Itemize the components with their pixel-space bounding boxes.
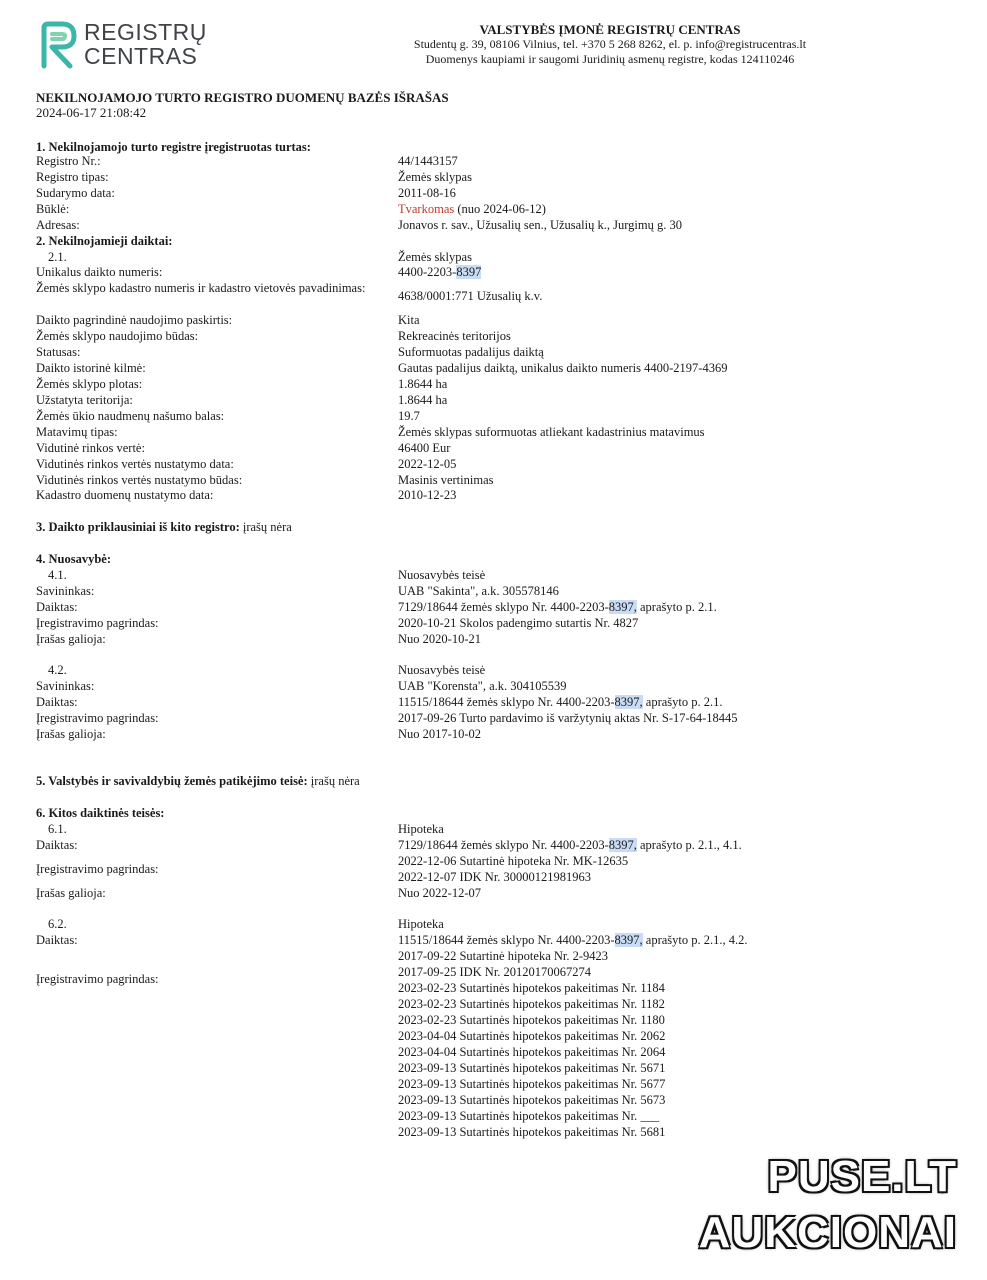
area-value: 1.8644 ha: [398, 377, 448, 391]
item-4-2-basis-label: Įregistravimo pagrindas:: [36, 711, 159, 725]
item-4-2-owner: UAB "Korensta", a.k. 304105539: [398, 679, 567, 693]
item-6-1-object-highlight: 8397,: [608, 838, 637, 852]
item-6-1-object-label: Daiktas:: [36, 838, 78, 852]
item-6-2-object-highlight: 8397,: [614, 933, 643, 947]
created-date-value: 2011-08-16: [398, 186, 456, 200]
fertility-label: Žemės ūkio naudmenų našumo balas:: [36, 409, 225, 423]
statusas-label: Statusas:: [36, 345, 81, 359]
document-date: 2024-06-17 21:08:42: [36, 105, 147, 120]
section-3-heading: [36, 520, 292, 535]
item-4-2-object-highlight: 8397,: [614, 695, 643, 709]
item-6-2-type: Hipoteka: [398, 917, 444, 931]
item-6-1-basis-line: 2022-12-07 IDK Nr. 30000121981963: [398, 870, 592, 884]
item-4-1-valid: Nuo 2020-10-21: [398, 632, 481, 646]
valuation-method-label: Vidutinės rinkos vertės nustatymo būdas:: [36, 473, 243, 487]
status-label: Būklė:: [36, 202, 70, 216]
cadastre-value: 4638/0001:771 Užusalių k.v.: [398, 289, 543, 303]
item-6-2-number: 6.2.: [48, 917, 67, 931]
status-since: (nuo 2024-06-12): [454, 202, 546, 216]
status-value: [398, 202, 546, 217]
item-6-2-basis-line: 2023-02-23 Sutartinės hipotekos pakeitimas Nr. 1184: [398, 981, 665, 995]
item-6-2-basis-line: 2023-04-04 Sutartinės hipotekos pakeitimas Nr. 2062: [398, 1029, 666, 1043]
valuation-method-value: Masinis vertinimas: [398, 473, 494, 487]
address-label: Adresas:: [36, 218, 80, 232]
watermark-line-1: PUSE.LT: [767, 1152, 957, 1201]
item-6-2-basis-line: 2017-09-22 Sutartinė hipoteka Nr. 2-9423: [398, 949, 609, 963]
section-2-heading: 2. Nekilnojamieji daiktai:: [36, 234, 173, 248]
item-4-1-type: Nuosavybės teisė: [398, 568, 486, 582]
item-6-2-object-prefix: 11515/18644 žemės sklypo Nr. 4400-2203-: [398, 933, 615, 947]
item-6-2-object-suffix: aprašyto p. 2.1., 4.2.: [642, 933, 748, 947]
item-6-2-basis-line: 2023-09-13 Sutartinės hipotekos pakeitimas Nr. 5671: [398, 1061, 666, 1075]
purpose-label: Daikto pagrindinė naudojimo paskirtis:: [36, 313, 233, 327]
unique-number-prefix: 4400-2203-: [398, 265, 457, 279]
item-4-1-basis-label: Įregistravimo pagrindas:: [36, 616, 159, 630]
header-title: VALSTYBĖS ĮMONĖ REGISTRŲ CENTRAS: [479, 22, 741, 37]
cadastre-label: Žemės sklypo kadastro numeris ir kadastro vietovės pavadinimas:: [36, 281, 366, 295]
usage-label: Žemės sklypo naudojimo būdas:: [36, 329, 199, 343]
section-5-value: įrašų nėra: [307, 774, 360, 788]
item-4-1-owner-label: Savininkas:: [36, 584, 95, 598]
section-6-heading: 6. Kitos daiktinės teisės:: [36, 806, 165, 820]
valuation-date-value: 2022-12-05: [398, 457, 457, 471]
section-3-value: įrašų nėra: [239, 520, 292, 534]
built-area-value: 1.8644 ha: [398, 393, 448, 407]
market-value-label: Vidutinė rinkos vertė:: [36, 441, 145, 455]
item-6-2-object-label: Daiktas:: [36, 933, 78, 947]
item-4-1-number: 4.1.: [48, 568, 67, 582]
item-6-1-basis-label: Įregistravimo pagrindas:: [36, 862, 159, 876]
item-6-1-object: [398, 838, 742, 853]
item-6-2-basis-label: Įregistravimo pagrindas:: [36, 972, 159, 986]
item-4-2-valid: Nuo 2017-10-02: [398, 727, 481, 741]
registry-no-label: Registro Nr.:: [36, 154, 101, 168]
item-4-2-basis: 2017-09-26 Turto pardavimo iš varžytynių aktas Nr. S-17-64-18445: [398, 711, 738, 725]
item-6-2-basis-line: 2023-09-13 Sutartinės hipotekos pakeitimas Nr. 5681: [398, 1125, 666, 1139]
item-6-1-type: Hipoteka: [398, 822, 444, 836]
document-title: NEKILNOJAMOJO TURTO REGISTRO DUOMENŲ BAZĖS IŠRAŠAS: [36, 90, 449, 105]
address-value: Jonavos r. sav., Užusalių sen., Užusalių k., Jurgimų g. 30: [398, 218, 683, 232]
registry-type-value: Žemės sklypas: [398, 170, 472, 184]
market-value-value: 46400 Eur: [398, 441, 451, 455]
header-contacts: Studentų g. 39, 08106 Vilnius, tel. +370 5 268 8262, el. p. info@registrucentras.lt: [413, 37, 807, 51]
item-4-2-object: [398, 695, 723, 710]
area-label: Žemės sklypo plotas:: [36, 377, 143, 391]
watermark-line-2: AUKCIONAI: [698, 1208, 957, 1257]
section-4-heading: 4. Nuosavybė:: [36, 552, 112, 566]
created-date-label: Sudarymo data:: [36, 186, 115, 200]
statusas-value: Suformuotas padalijus daiktą: [398, 345, 544, 359]
cadastre-date-value: 2010-12-23: [398, 488, 457, 502]
measurement-value: Žemės sklypas suformuotas atliekant kadastrinius matavimus: [398, 425, 705, 439]
item-4-1-valid-label: Įrašas galioja:: [36, 632, 106, 646]
registry-type-label: Registro tipas:: [36, 170, 109, 184]
item-4-1-object-label: Daiktas:: [36, 600, 78, 614]
unique-number-highlight: 8397: [456, 265, 482, 279]
origin-value: Gautas padalijus daiktą, unikalus daikto numeris 4400-2197-4369: [398, 361, 728, 375]
item-6-1-number: 6.1.: [48, 822, 67, 836]
item-4-2-object-suffix: aprašyto p. 2.1.: [642, 695, 723, 709]
registru-centras-logo: [38, 18, 207, 72]
item-6-2-basis-line: 2023-02-23 Sutartinės hipotekos pakeitimas Nr. 1182: [398, 997, 665, 1011]
item-4-2-type: Nuosavybės teisė: [398, 663, 486, 677]
item-6-1-basis-line: 2022-12-06 Sutartinė hipoteka Nr. MK-12635: [398, 854, 629, 868]
item-6-1-valid: Nuo 2022-12-07: [398, 886, 481, 900]
item-6-2-object: [398, 933, 748, 948]
item-4-2-owner-label: Savininkas:: [36, 679, 95, 693]
item-4-1-basis: 2020-10-21 Skolos padengimo sutartis Nr. 4827: [398, 616, 639, 630]
section-3-title: 3. Daikto priklausiniai iš kito registro:: [36, 520, 240, 534]
unique-number-value: [398, 265, 481, 280]
item-6-2-basis-line: 2023-04-04 Sutartinės hipotekos pakeitimas Nr. 2064: [398, 1045, 666, 1059]
item-2-1-number: 2.1.: [48, 250, 67, 264]
item-6-2-basis-line: 2023-09-13 Sutartinės hipotekos pakeitimas Nr. ___: [398, 1109, 660, 1123]
logo-line-1: REGISTRŲ: [84, 19, 207, 45]
logo-text: [84, 20, 207, 68]
valuation-date-label: Vidutinės rinkos vertės nustatymo data:: [36, 457, 234, 471]
item-2-1-type: Žemės sklypas: [398, 250, 472, 264]
item-6-1-object-suffix: aprašyto p. 2.1., 4.1.: [636, 838, 742, 852]
logo-line-2: CENTRAS: [84, 43, 198, 69]
unique-number-label: Unikalus daikto numeris:: [36, 265, 163, 279]
section-5-heading: [36, 774, 360, 789]
item-6-2-basis-line: 2023-02-23 Sutartinės hipotekos pakeitimas Nr. 1180: [398, 1013, 665, 1027]
item-6-2-basis-line: 2023-09-13 Sutartinės hipotekos pakeitimas Nr. 5673: [398, 1093, 666, 1107]
built-area-label: Užstatyta teritorija:: [36, 393, 133, 407]
item-4-1-object-highlight: 8397,: [608, 600, 637, 614]
logo-r-icon: [38, 20, 82, 70]
header-registry-note: Duomenys kaupiami ir saugomi Juridinių asmenų registre, kodas 124110246: [425, 52, 795, 66]
usage-value: Rekreacinės teritorijos: [398, 329, 511, 343]
item-4-1-object-suffix: aprašyto p. 2.1.: [636, 600, 717, 614]
item-4-1-owner: UAB "Sakinta", a.k. 305578146: [398, 584, 559, 598]
fertility-value: 19.7: [398, 409, 420, 423]
item-4-1-object: [398, 600, 717, 615]
item-4-1-object-prefix: 7129/18644 žemės sklypo Nr. 4400-2203-: [398, 600, 609, 614]
item-4-2-valid-label: Įrašas galioja:: [36, 727, 106, 741]
registry-no-value: 44/1443157: [398, 154, 458, 168]
item-4-2-object-label: Daiktas:: [36, 695, 78, 709]
item-6-1-object-prefix: 7129/18644 žemės sklypo Nr. 4400-2203-: [398, 838, 609, 852]
measurement-label: Matavimų tipas:: [36, 425, 118, 439]
origin-label: Daikto istorinė kilmė:: [36, 361, 146, 375]
section-1-heading: 1. Nekilnojamojo turto registre įregistruotas turtas:: [36, 140, 311, 154]
item-4-2-object-prefix: 11515/18644 žemės sklypo Nr. 4400-2203-: [398, 695, 615, 709]
item-6-1-valid-label: Įrašas galioja:: [36, 886, 106, 900]
section-5-title: 5. Valstybės ir savivaldybių žemės patikėjimo teisė:: [36, 774, 308, 788]
status-highlight: Tvarkomas: [398, 202, 455, 216]
item-6-2-basis-line: 2023-09-13 Sutartinės hipotekos pakeitimas Nr. 5677: [398, 1077, 666, 1091]
cadastre-date-label: Kadastro duomenų nustatymo data:: [36, 488, 214, 502]
purpose-value: Kita: [398, 313, 420, 327]
item-6-2-basis-line: 2017-09-25 IDK Nr. 20120170067274: [398, 965, 592, 979]
item-4-2-number: 4.2.: [48, 663, 67, 677]
